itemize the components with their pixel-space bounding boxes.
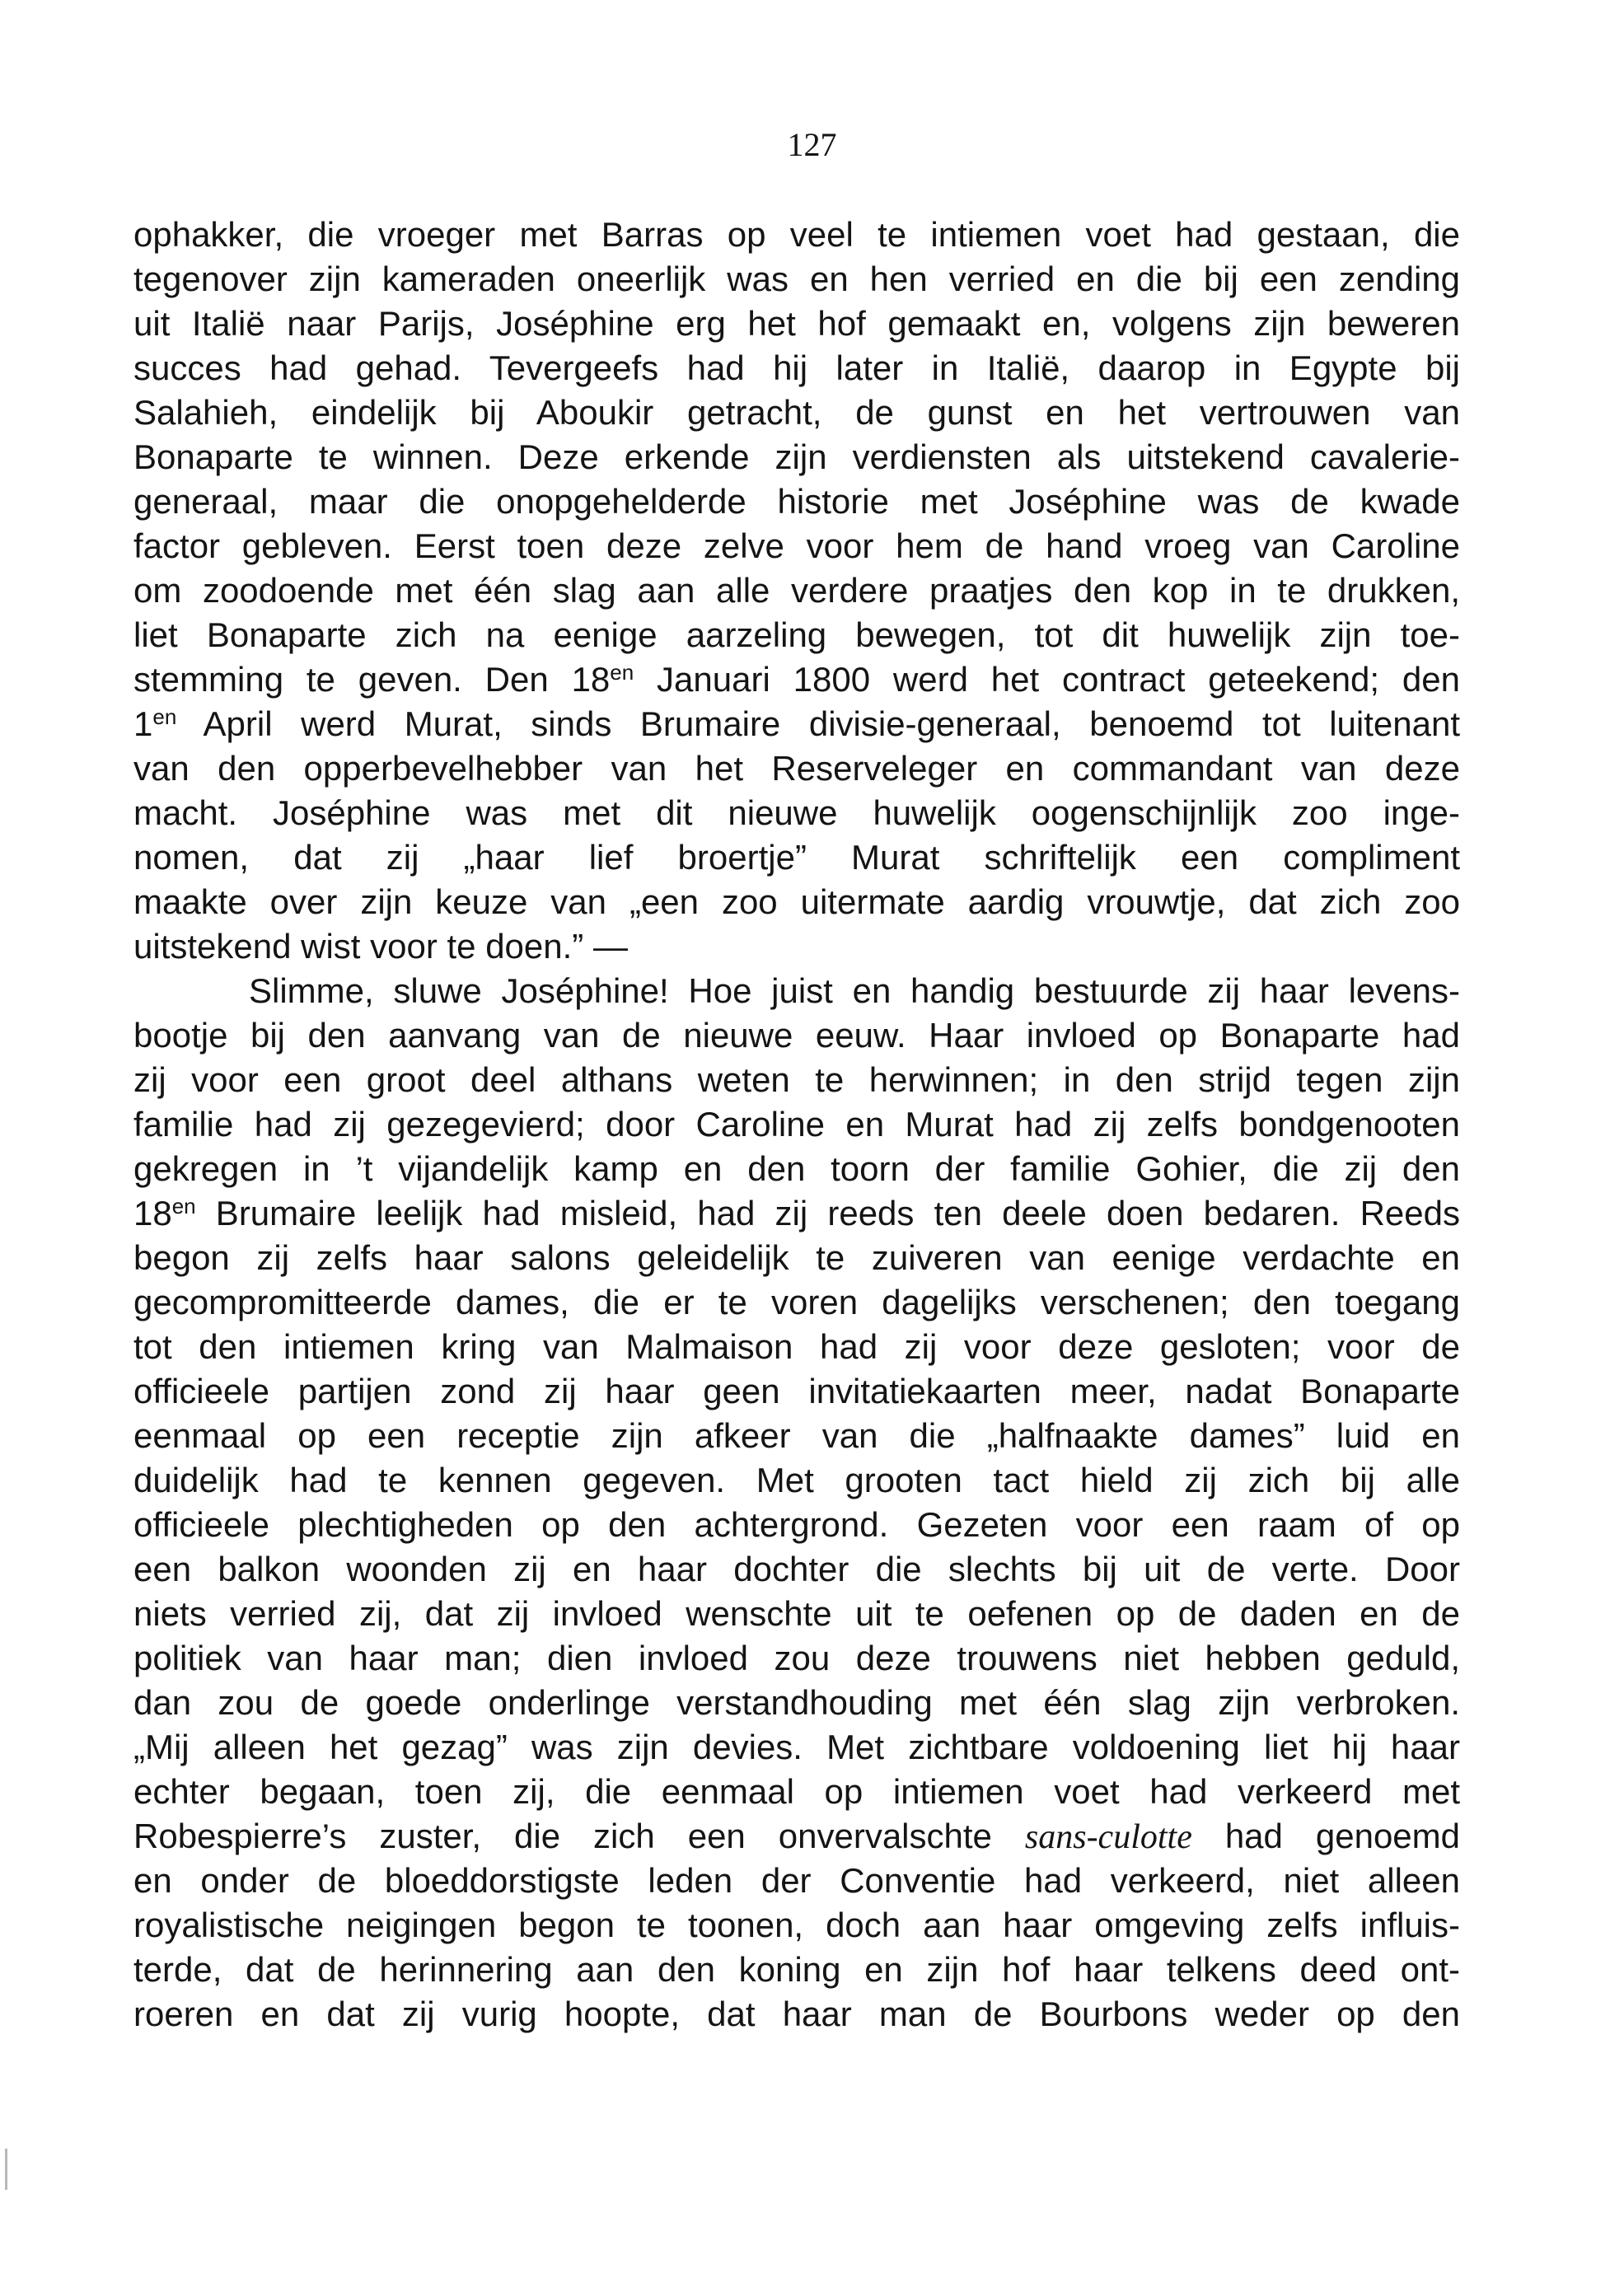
text-line: Robespierre’s zuster, die zich een onvervalschte sans-culotte had genoemd <box>133 1817 1460 1856</box>
text-line: liet Bonaparte zich na eenige aarzeling bewegen, tot dit huwelijk zijn toe- <box>133 615 1460 654</box>
text-line: Bonaparte te winnen. Deze erkende zijn verdiensten als uitstekend cavalerie- <box>133 437 1460 476</box>
text-line: gecompromitteerde dames, die er te voren dagelijks verschenen; den toegang <box>133 1283 1460 1321</box>
text-line: en onder de bloeddorstigste leden der Conventie had verkeerd, niet alleen <box>133 1861 1460 1900</box>
text-line: tot den intiemen kring van Malmaison had zij voor deze gesloten; voor de <box>133 1327 1460 1366</box>
italic-term: sans-culotte <box>1024 1818 1192 1856</box>
text-line: uitstekend wist voor te doen.” — <box>133 927 628 966</box>
text-line: $18^{en}$ Brumaire leelijk had misleid, had zij reeds ten deele doen bedaren. Reeds <box>133 1194 1460 1232</box>
text-line: generaal, maar die onopgehelderde historie met Joséphine was de kwade <box>133 482 1460 521</box>
text-line: politiek van haar man; dien invloed zou deze trouwens niet hebben geduld, <box>133 1639 1460 1677</box>
scan-margin-mark <box>5 2149 7 2190</box>
superscript: en <box>171 1194 196 1218</box>
text-line: eenmaal op een receptie zijn afkeer van die „halfnaakte dames” luid en <box>133 1416 1460 1455</box>
text-line: officieele plechtigheden op den achtergrond. Gezeten voor een raam of op <box>133 1505 1460 1544</box>
text-line: zij voor een groot deel althans weten te herwinnen; in den strijd tegen zijn <box>133 1060 1460 1099</box>
text-line: gekregen in ’t vijandelijk kamp en den toorn der familie Gohier, die zij den <box>133 1149 1460 1188</box>
text-line: nomen, dat zij „haar lief broertje” Murat schriftelijk een compliment <box>133 838 1460 877</box>
text-line: ophakker, die vroeger met Barras op veel te intiemen voet had gestaan, die <box>133 215 1460 254</box>
text-line: familie had zij gezegevierd; door Caroline en Murat had zij zelfs bondgenooten <box>133 1105 1460 1144</box>
text-line: duidelijk had te kennen gegeven. Met grooten tact hield zij zich bij alle <box>133 1461 1460 1499</box>
text-line: $1^{en}$ April werd Murat, sinds Brumaire divisie-generaal, benoemd tot luitenant <box>133 704 1460 743</box>
page-number: 127 <box>787 126 837 163</box>
text-line: bootje bij den aanvang van de nieuwe eeuw. Haar invloed op Bonaparte had <box>133 1016 1460 1055</box>
superscript: en <box>152 704 177 729</box>
text-line: succes had gehad. Tevergeefs had hij later in Italië, daarop in Egypte bij <box>133 348 1460 387</box>
text-line: een balkon woonden zij en haar dochter die slechts bij uit de verte. Door <box>133 1550 1460 1588</box>
text-line: maakte over zijn keuze van „een zoo uitermate aardig vrouwtje, dat zich zoo <box>133 882 1460 921</box>
superscript: en <box>610 660 634 685</box>
text-line: „Mij alleen het gezag” was zijn devies. Met zichtbare voldoening liet hij haar <box>133 1728 1460 1766</box>
text-line: dan zou de goede onderlinge verstandhouding met één slag zijn verbroken. <box>133 1683 1460 1722</box>
text-line: stemming te geven. Den $18^{en}$ Januari 1800 werd het contract geteekend; den <box>133 660 1460 699</box>
text-line: Slimme, sluwe Joséphine! Hoe juist en handig bestuurde zij haar levens- <box>249 971 1460 1010</box>
text-line: terde, dat de herinnering aan den koning en zijn hof haar telkens deed ont- <box>133 1950 1460 1989</box>
text-line: macht. Joséphine was met dit nieuwe huwelijk oogenschijnlijk zoo inge- <box>133 793 1460 832</box>
text-line: factor gebleven. Eerst toen deze zelve voor hem de hand vroeg van Caroline <box>133 526 1460 565</box>
text-line: royalistische neigingen begon te toonen, doch aan haar omgeving zelfs influis- <box>133 1906 1460 1944</box>
text-line: om zoodoende met één slag aan alle verdere praatjes den kop in te drukken, <box>133 571 1460 610</box>
text-line: niets verried zij, dat zij invloed wenschte uit te oefenen op de daden en de <box>133 1594 1460 1633</box>
text-line: Salahieh, eindelijk bij Aboukir getracht, de gunst en het vertrouwen van <box>133 393 1460 432</box>
text-line: uit Italië naar Parijs, Joséphine erg het hof gemaakt en, volgens zijn beweren <box>133 304 1460 343</box>
text-line: roeren en dat zij vurig hoopte, dat haar man de Bourbons weder op den <box>133 1995 1460 2033</box>
text-line: echter begaan, toen zij, die eenmaal op intiemen voet had verkeerd met <box>133 1772 1460 1811</box>
text-line: tegenover zijn kameraden oneerlijk was en hen verried en die bij een zending <box>133 260 1460 298</box>
text-line: van den opperbevelhebber van het Reserveleger en commandant van deze <box>133 749 1460 788</box>
text-line: officieele partijen zond zij haar geen invitatiekaarten meer, nadat Bonaparte <box>133 1372 1460 1410</box>
text-line: begon zij zelfs haar salons geleidelijk te zuiveren van eenige verdachte en <box>133 1238 1460 1277</box>
